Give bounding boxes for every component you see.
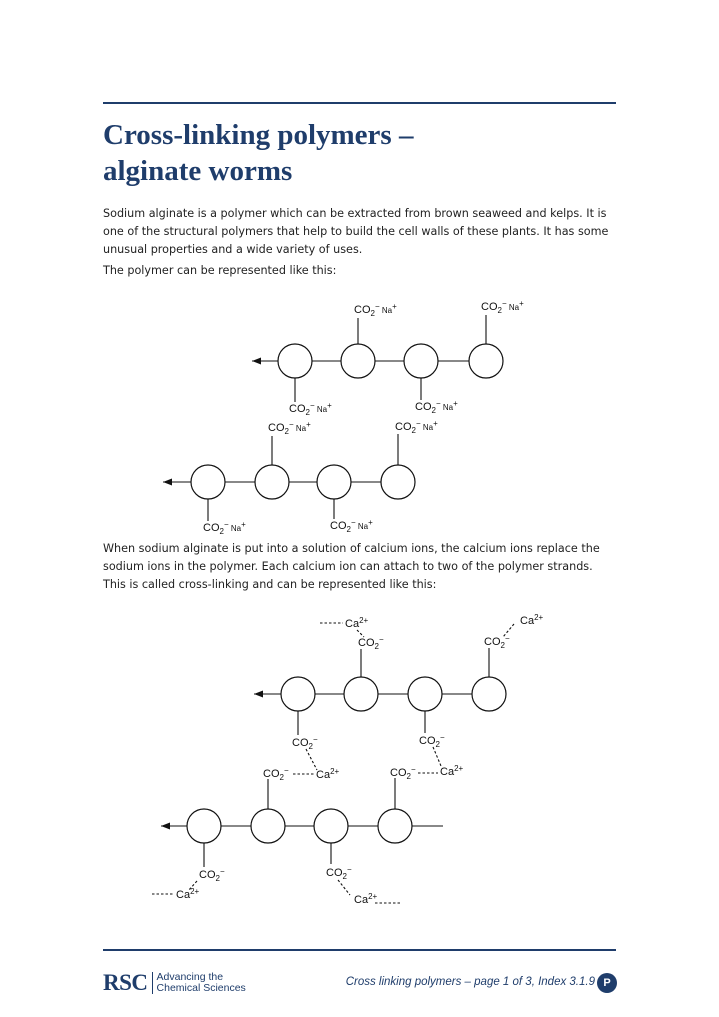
label-co2-d1: $CO_2^-$ — [263, 766, 289, 782]
strand-b-arrow — [163, 479, 172, 486]
dashed-link-c3 — [306, 749, 317, 770]
intro-paragraph: Sodium alginate is a polymer which can be extracted from brown seaweed and kelps. It is one of the structural polymers that help to build the cell walls of these plants. It has some unusual properties and a wide variety of uses. — [103, 207, 609, 256]
label-ca-d2: $Ca^{2+}$ — [440, 764, 464, 778]
strand-c-arrow — [254, 691, 263, 698]
strand-d-unit-3 — [314, 809, 348, 843]
title-line-2: alginate worms — [103, 155, 293, 187]
logo-divider — [152, 972, 153, 994]
strand-b-unit-2 — [255, 465, 289, 499]
strand-c-unit-4 — [472, 677, 506, 711]
strand-a-arrow — [252, 358, 261, 365]
dashed-link-d4 — [338, 880, 350, 895]
dashed-link-c4 — [433, 747, 441, 766]
represent-paragraph: The polymer can be represented like this: — [103, 264, 337, 277]
practical-badge-icon: P — [597, 973, 617, 993]
strand-d-unit-1 — [187, 809, 221, 843]
dashed-link-c1b — [357, 630, 364, 637]
label-co2-d2: $CO_2^-$ — [390, 765, 416, 781]
strand-b-unit-4 — [381, 465, 415, 499]
rsc-tagline — [157, 972, 246, 994]
strand-c-unit-2 — [344, 677, 378, 711]
label-co2-c4: $CO_2^-$ — [419, 733, 445, 749]
label-co2-na-b1: $CO_2^-$ $_{Na}$+ — [268, 420, 311, 436]
label-co2-c1: $CO_2^-$ — [358, 635, 384, 651]
label-ca-c2: $Ca^{2+}$ — [520, 613, 544, 627]
footer-page-info: Cross linking polymers – page 1 of 3, Index 3.1.9 — [345, 976, 595, 988]
label-co2-c2: $CO_2^-$ — [484, 634, 510, 650]
label-co2-na-b4: $CO_2^-$ $_{Na}$+ — [330, 518, 373, 534]
title-line-1: Cross-linking polymers – — [103, 119, 414, 151]
label-co2-d4: $CO_2^-$ — [326, 865, 352, 881]
label-co2-na-b2: $CO_2^-$ $_{Na}$+ — [395, 419, 438, 435]
strand-a-unit-1 — [278, 344, 312, 378]
strand-d-arrow — [161, 823, 170, 830]
label-co2-na-a3: $CO_2^-$ $_{Na}$+ — [289, 401, 332, 417]
label-ca-d1: $Ca^{2+}$ — [316, 767, 340, 781]
label-co2-na-a1: $CO_2^-$ $_{Na}$+ — [354, 302, 397, 318]
calcium-paragraph: When sodium alginate is put into a solution of calcium ions, the calcium ions replace the sodium ions in the polymer. Each calcium ion can attach to two of the polymer strands. This is called cross-linking and can be represented like this: — [103, 542, 600, 591]
strand-b-unit-3 — [317, 465, 351, 499]
tagline-line-1: Advancing the — [156, 971, 224, 983]
label-ca-d4: $Ca^{2+}$ — [354, 892, 378, 906]
strand-c-unit-1 — [281, 677, 315, 711]
label-co2-d3: $CO_2^-$ — [199, 867, 225, 883]
strand-a-unit-2 — [341, 344, 375, 378]
tagline-line-2: Chemical Sciences — [156, 982, 246, 994]
label-ca-d3: $Ca^{2+}$ — [176, 887, 200, 901]
strand-a-unit-4 — [469, 344, 503, 378]
label-ca-c1: $Ca^{2+}$ — [345, 616, 369, 630]
strand-b-unit-1 — [191, 465, 225, 499]
rsc-logo — [103, 971, 246, 995]
strand-c-unit-3 — [408, 677, 442, 711]
strand-d-unit-2 — [251, 809, 285, 843]
strand-a-unit-3 — [404, 344, 438, 378]
label-co2-c3: $CO_2^-$ — [292, 735, 318, 751]
label-co2-na-a4: $CO_2^-$ $_{Na}$+ — [415, 399, 458, 415]
label-co2-na-a2: $CO_2^-$ $_{Na}$+ — [481, 299, 524, 315]
bottom-rule — [103, 949, 616, 951]
strand-d-unit-4 — [378, 809, 412, 843]
label-co2-na-b3: $CO_2^-$ $_{Na}$+ — [203, 520, 246, 536]
rsc-logo-text: RSC — [103, 970, 148, 995]
